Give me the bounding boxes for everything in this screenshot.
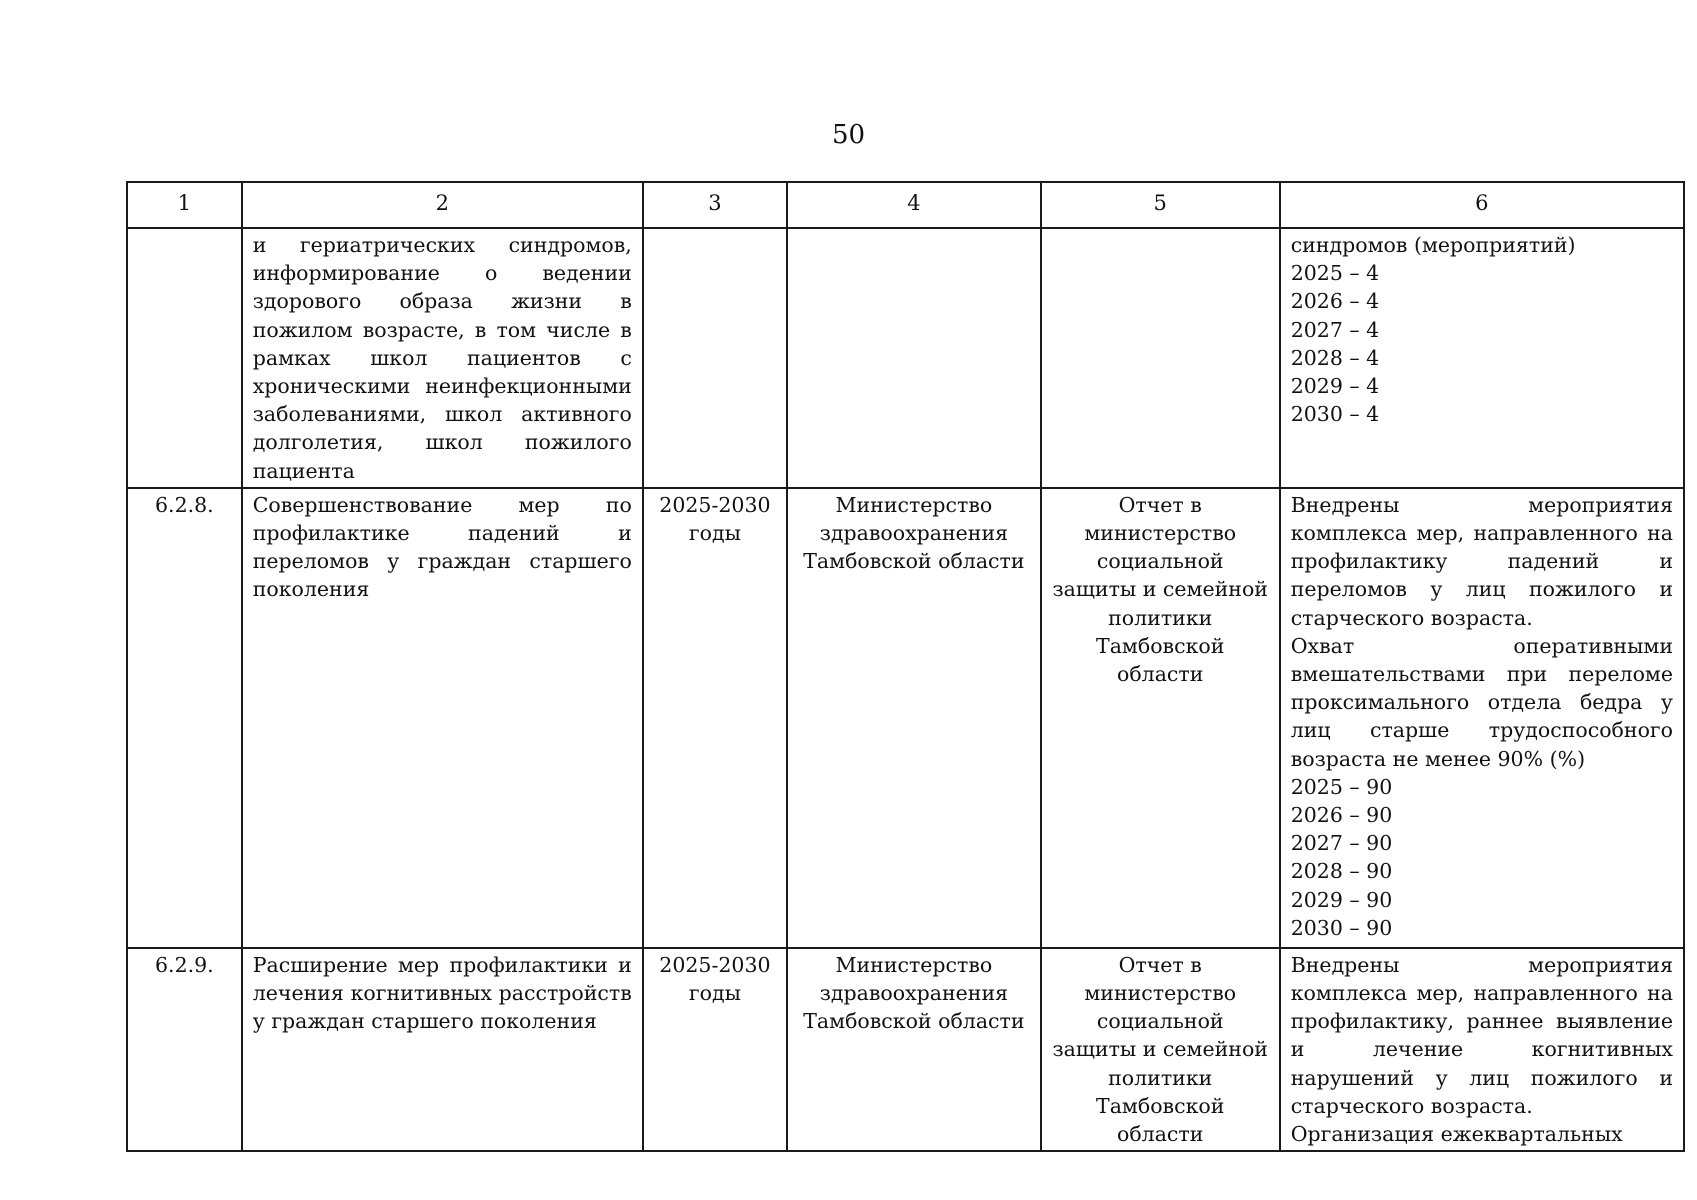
indicator-line: 2029 – 90 <box>1290 887 1393 912</box>
indicator-paragraph: Внедрены мероприятия комплекса мер, направленного на профилактику, раннее выявление и лечение когнитивных нарушений у лиц пожилого и старческого возраста. <box>1290 952 1673 1118</box>
executor-cell: Министерство здравоохранения Тамбовской области <box>787 948 1041 1151</box>
table-row <box>127 228 1684 488</box>
column-header: 6 <box>1280 182 1684 228</box>
item-number-cell <box>127 228 242 488</box>
indicator-line: 2030 – 90 <box>1290 915 1393 940</box>
indicator-line: 2027 – 4 <box>1290 317 1380 342</box>
executor-cell <box>787 228 1041 488</box>
indicator-paragraph: Организация ежеквартальных <box>1290 1122 1623 1147</box>
indicator-line: 2028 – 4 <box>1290 345 1380 370</box>
indicator-paragraph: Охват оперативными вмешательствами при переломе проксимального отдела бедра у лиц старше трудоспособного возраста не менее 90% (%) <box>1290 633 1673 771</box>
item-number-cell: 6.2.9. <box>127 948 242 1151</box>
column-header: 2 <box>242 182 643 228</box>
column-header: 4 <box>787 182 1041 228</box>
column-header: 3 <box>643 182 787 228</box>
table-row <box>127 488 1684 948</box>
indicator-cell <box>1280 228 1684 488</box>
indicator-line: 2027 – 90 <box>1290 831 1393 856</box>
indicator-paragraph: Внедрены мероприятия комплекса мер, направленного на профилактику падений и переломов у лиц пожилого и старческого возраста. <box>1290 492 1673 630</box>
indicator-line: 2025 – 90 <box>1290 774 1393 799</box>
executor-cell: Министерство здравоохранения Тамбовской области <box>787 488 1041 948</box>
measure-cell: Совершенствование мер по профилактике падений и переломов у граждан старшего поколения <box>242 488 643 948</box>
period-cell: 2025-2030 годы <box>643 948 787 1151</box>
measures-table <box>126 181 1685 1152</box>
measure-cell: Расширение мер профилактики и лечения когнитивных расстройств у граждан старшего поколения <box>242 948 643 1151</box>
indicator-cell <box>1280 948 1684 1151</box>
measure-cell: и гериатрических синдромов, информирование о ведении здорового образа жизни в пожилом возрасте, в том числе в рамках школ пациентов с хроническими неинфекционными заболеваниями, школ активного долголетия, школ пожилого пациента <box>242 228 643 488</box>
period-cell: 2025-2030 годы <box>643 488 787 948</box>
item-number-cell: 6.2.8. <box>127 488 242 948</box>
column-header: 1 <box>127 182 242 228</box>
page-number: 50 <box>831 120 866 150</box>
indicator-line: 2029 – 4 <box>1290 374 1380 399</box>
indicator-line: 2030 – 4 <box>1290 402 1380 427</box>
table-row <box>127 948 1684 1151</box>
indicator-line: 2028 – 90 <box>1290 859 1393 884</box>
report-cell: Отчет в министерство социальной защиты и семейной политики Тамбовской области <box>1041 488 1280 948</box>
indicator-line: 2026 – 90 <box>1290 803 1393 828</box>
column-header: 5 <box>1041 182 1280 228</box>
report-cell: Отчет в министерство социальной защиты и семейной политики Тамбовской области <box>1041 948 1280 1151</box>
indicator-cell <box>1280 488 1684 948</box>
indicator-line: 2025 – 4 <box>1290 261 1380 286</box>
period-cell <box>643 228 787 488</box>
table-header-row <box>127 182 1684 228</box>
indicator-line: 2026 – 4 <box>1290 289 1380 314</box>
indicator-line: синдромов (мероприятий) <box>1290 233 1576 257</box>
report-cell <box>1041 228 1280 488</box>
